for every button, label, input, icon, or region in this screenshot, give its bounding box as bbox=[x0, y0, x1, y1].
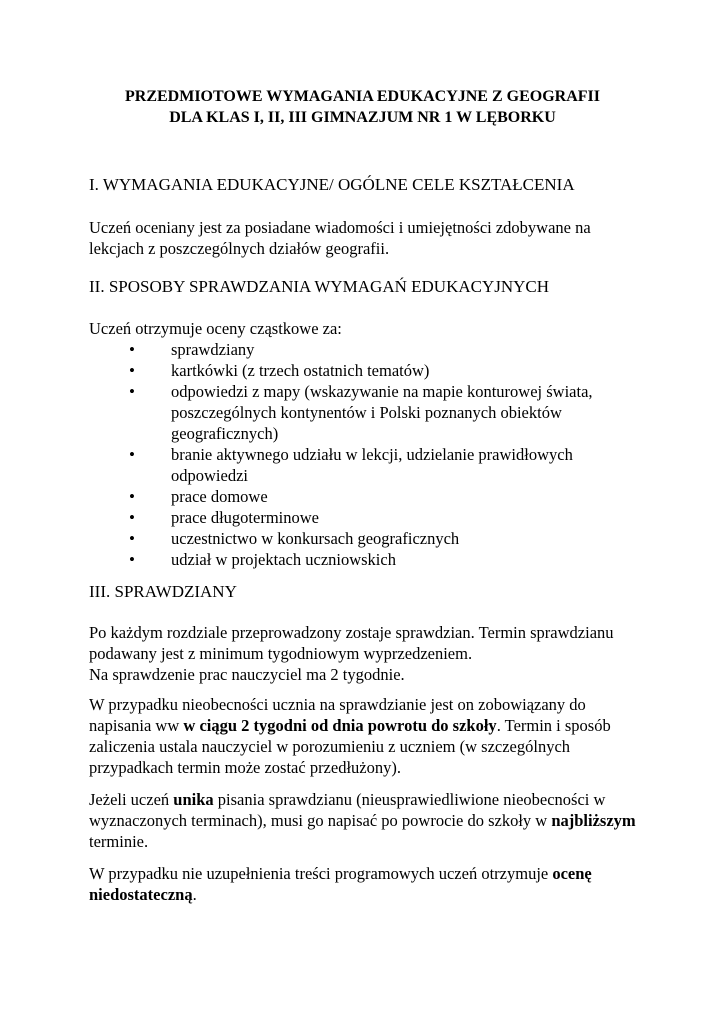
section-3-paragraph-1 bbox=[89, 622, 649, 685]
section-3-paragraph-3 bbox=[89, 789, 649, 852]
p4-bold-grade: ocenę niedostateczną bbox=[89, 864, 592, 904]
assessment-list bbox=[89, 339, 649, 570]
list-item: • kartkówki (z trzech ostatnich tematów) bbox=[129, 360, 649, 381]
p2-text-after: . Termin i sposób zaliczenia ustala nauczyciel w porozumieniu z uczniem (w szczególnych przypadkach termin może zostać przedłużony). bbox=[89, 716, 611, 777]
document-title bbox=[0, 86, 725, 128]
section-3-heading: III. SPRAWDZIANY bbox=[89, 582, 237, 601]
list-item: • branie aktywnego udziału w lekcji, udzielanie prawidłowych odpowiedzi bbox=[129, 444, 649, 486]
paragraph-1-line-1: Po każdym rozdziale przeprowadzony zostaje sprawdzian. Termin sprawdzianu podawany jest z minimum tygodniowym wyprzedzeniem. bbox=[89, 623, 614, 663]
list-item: • prace domowe bbox=[129, 486, 649, 507]
section-3-paragraph-2 bbox=[89, 694, 649, 778]
p3-bold-nearest: najbliższym bbox=[551, 811, 636, 830]
p3-text-before: Jeżeli uczeń bbox=[89, 790, 174, 809]
p4-text-before: W przypadku nie uzupełnienia treści programowych uczeń otrzymuje bbox=[89, 864, 553, 883]
section-3-paragraph-4 bbox=[89, 863, 649, 905]
section-2-intro: Uczeń otrzymuje oceny cząstkowe za: bbox=[89, 319, 342, 338]
section-1-text: Uczeń oceniany jest za posiadane wiadomości i umiejętności zdobywane na lekcjach z poszczególnych działów geografii. bbox=[89, 218, 591, 258]
p3-text-middle: pisania sprawdzianu (nieusprawiedliwione nieobecności w wyznaczonych terminach), musi go napisać po powrocie do szkoły w bbox=[89, 790, 606, 830]
section-1-heading: I. WYMAGANIA EDUKACYJNE/ OGÓLNE CELE KSZTAŁCENIA bbox=[89, 175, 575, 194]
list-item: • udział w projektach uczniowskich bbox=[129, 549, 649, 570]
p2-text-before: W przypadku nieobecności ucznia na sprawdzianie jest on zobowiązany do napisania ww bbox=[89, 695, 586, 735]
p3-bold-avoids: unika bbox=[173, 790, 214, 809]
list-item: • odpowiedzi z mapy (wskazywanie na mapie konturowej świata, poszczególnych kontynentów i Polski poznanych obiektów geograficznych) bbox=[129, 381, 649, 444]
p2-bold-deadline: w ciągu 2 tygodni od dnia powrotu do szkoły bbox=[183, 716, 497, 735]
paragraph-1-line-2: Na sprawdzenie prac nauczyciel ma 2 tygodnie. bbox=[89, 665, 405, 684]
section-2-content bbox=[89, 318, 649, 570]
list-item: • uczestnictwo w konkursach geograficznych bbox=[129, 528, 649, 549]
list-item: • prace długoterminowe bbox=[129, 507, 649, 528]
section-2-heading: II. SPOSOBY SPRAWDZANIA WYMAGAŃ EDUKACYJNYCH bbox=[89, 277, 550, 296]
list-item: • sprawdziany bbox=[129, 339, 649, 360]
title-line-2: DLA KLAS I, II, III GIMNAZJUM NR 1 W LĘBORKU bbox=[169, 109, 556, 126]
p3-text-after: terminie. bbox=[89, 832, 149, 851]
p4-text-after: . bbox=[192, 885, 197, 904]
title-line-1: PRZEDMIOTOWE WYMAGANIA EDUKACYJNE Z GEOGRAFII bbox=[124, 88, 600, 105]
